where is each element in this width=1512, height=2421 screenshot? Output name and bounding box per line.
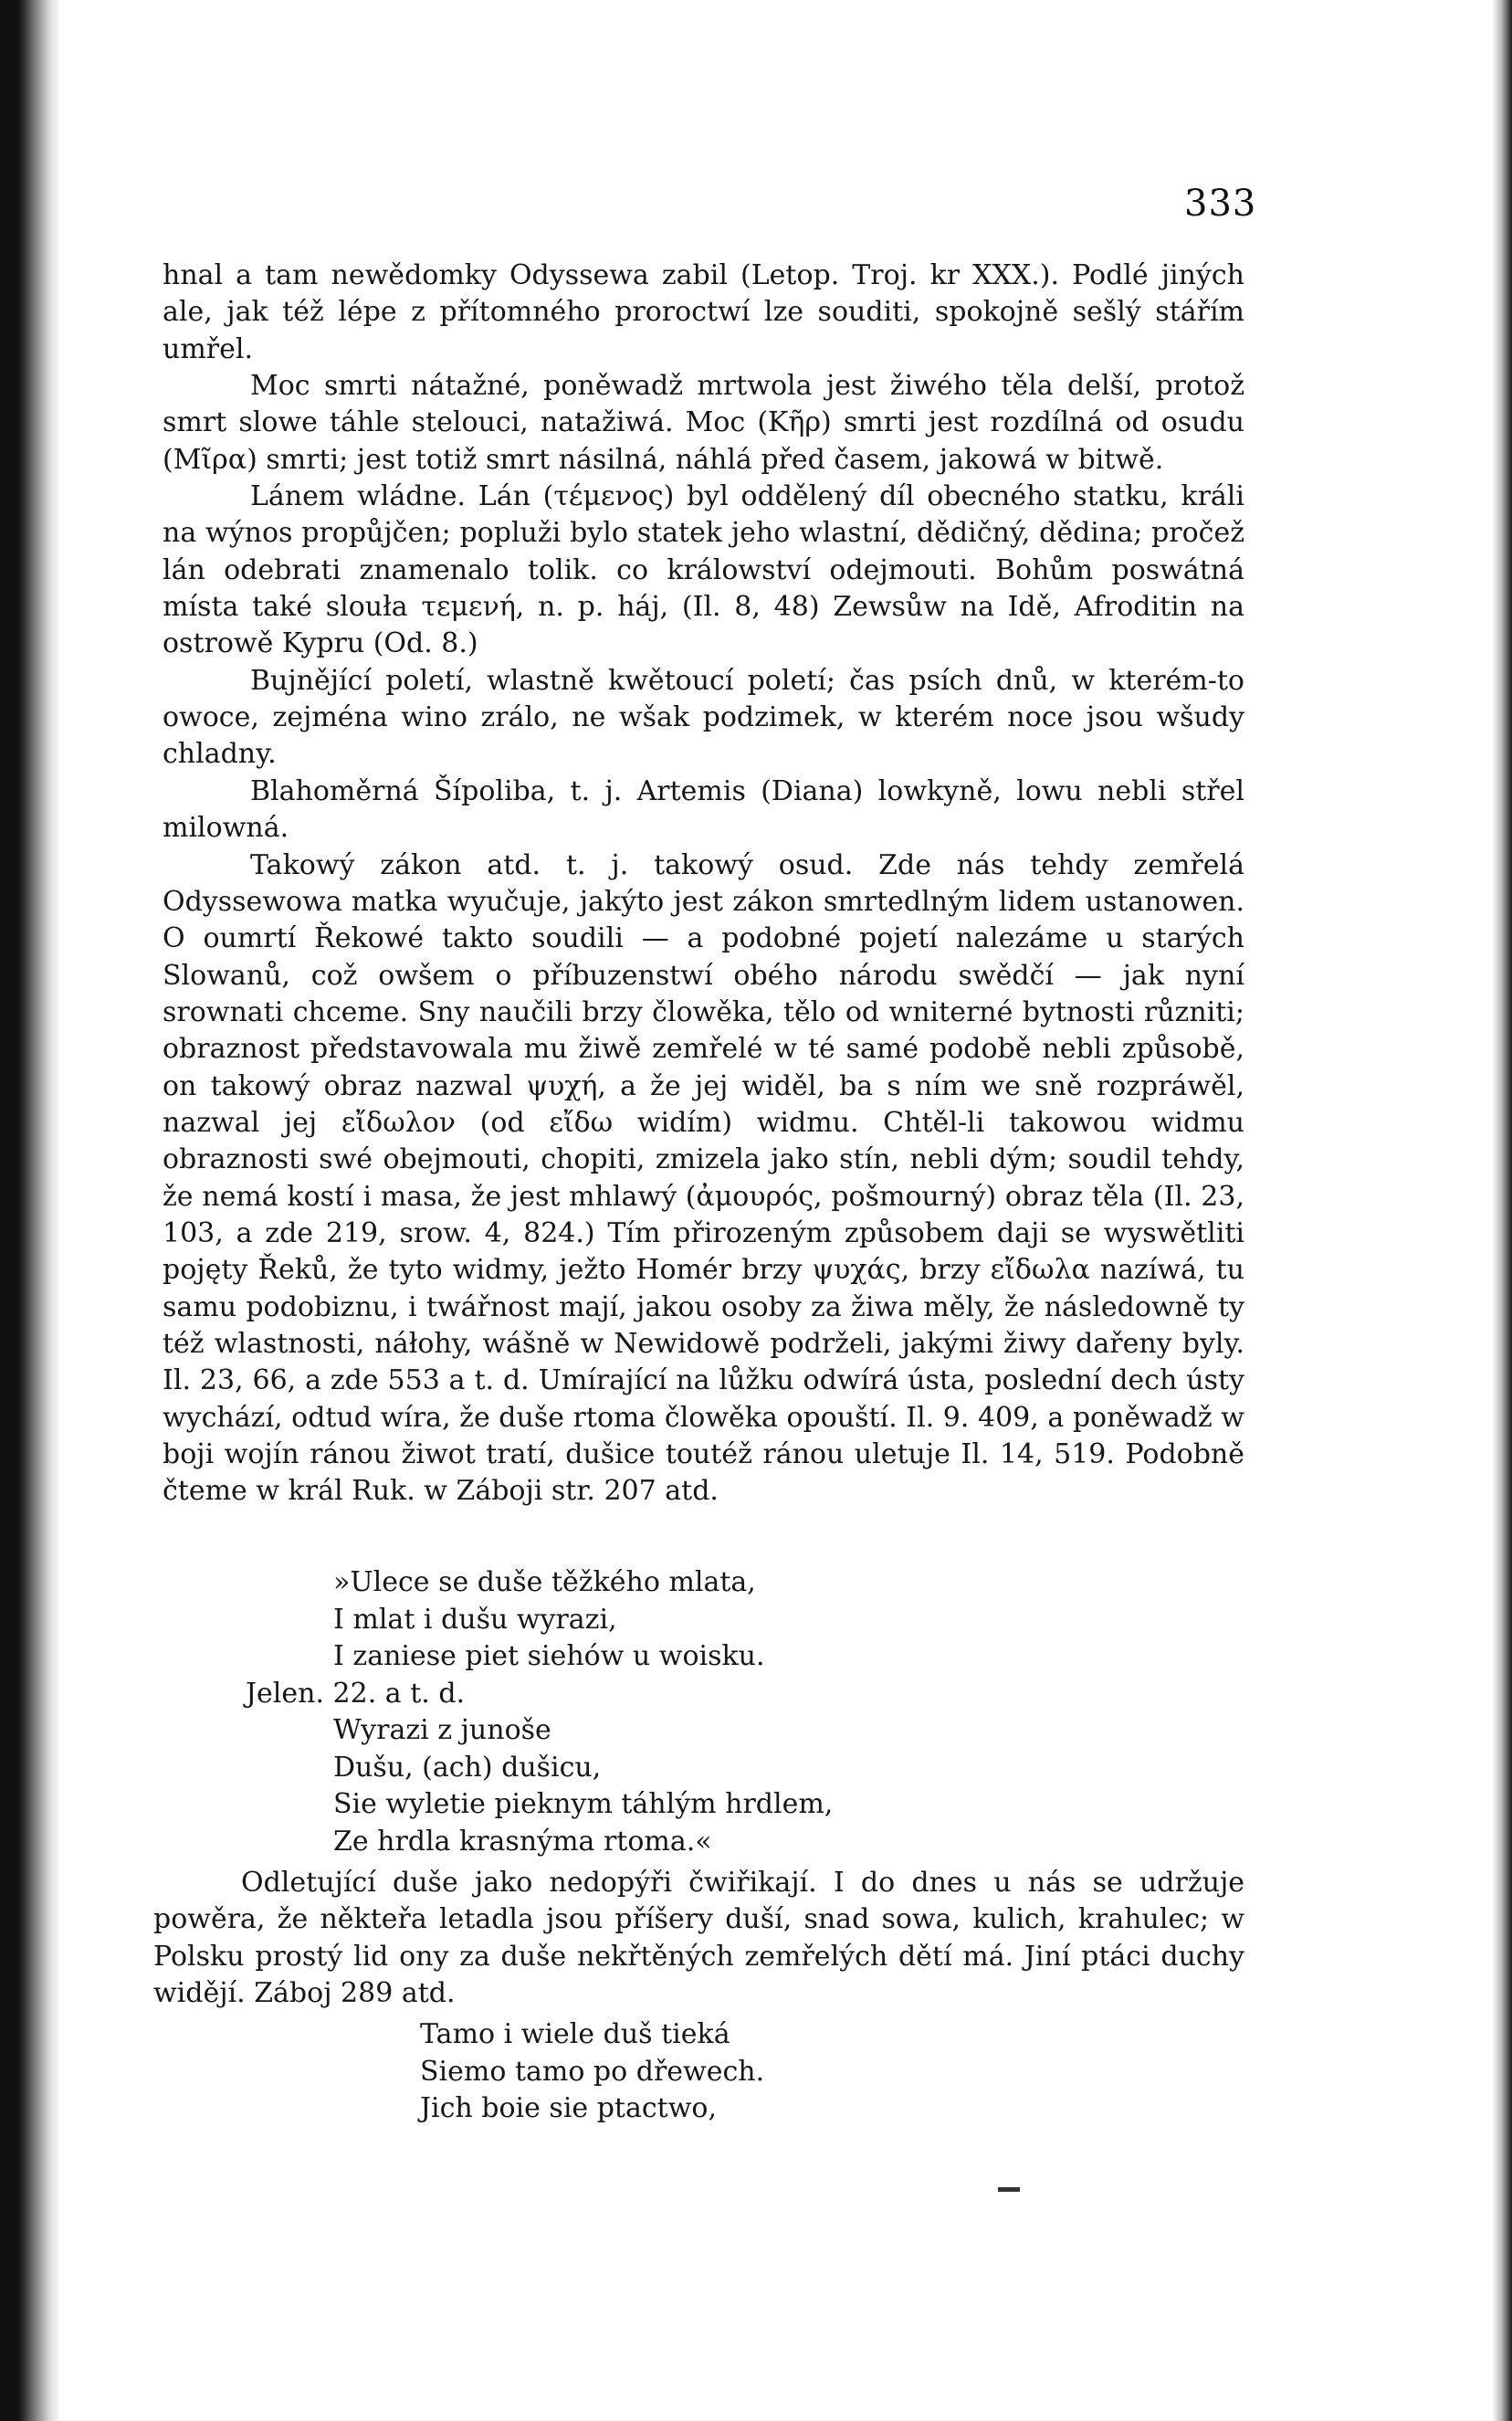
commentary-text-continued [153,1865,1244,2012]
paragraph: hnal a tam newědomky Odyssewa zabil (Letop. Troj. kr XXX.). Podlé jiných ale, jak též lépe z přítomného proroctwí lze souditi, spokojně sešlý stářím umřel. [163,259,1244,365]
verse-line: Sie wyletie pieknym táhlým hrdlem, [333,1788,834,1820]
verse-line: Ze hrdla krasnýma rtoma.« [333,1825,712,1858]
paragraph: Bujnějící poletí, wlastně kwětoucí poletí; čas psích dnů, w kterém-to owoce, zejména wino zrálo, ne wšak podzimek, w kterém noce jsou wšudy chladny. [163,664,1244,771]
paragraph: Takowý zákon atd. t. j. takowý osud. Zde nás tehdy zemřelá Odyssewowa matka wyučuje, jakýto jest zákon smrtedlným lidem ustanowen. O oumrtí Řekowé takto soudili — a podobné pojetí nalezáme u starých Slowanů, což owšem o příbuzenstwí obého národu swědčí — jak nyní srownati chceme. Sny naučili brzy člowěka, tělo od wniterné bytnosti různiti; obraznost představowala mu žiwě zemřelé w té samé podobě nebli způsobě, on takowý obraz nazwal ψυχή, a že jej widěl, ba s ním we sně rozpráwěl, nazwal jej εἴδωλον (od εἴδω widím) widmu. Chtěl-li takowou widmu obraznosti swé obejmouti, chopiti, zmizela jako stín, nebli dým; soudil tehdy, že nemá kostí i masa, že jest mhlawý (ἀμουρός, pošmourný) obraz těla (Il. 23, 103, a zde 219, srow. 4, 824.) Tím přirozeným způsobem daji se wyswětliti pojęty Řeků, že tyto widmy, ježto Homér brzy ψυχάς, brzy εἴδωλα nazíwá, tu samu podobiznu, i twářnost mají, jakou osoby za žiwa měly, že následowně ty též wlastnosti, náłohy, wášně w Newidowě podrželi, jakými žiwy dařeny byly. Il. 23, 66, a zde 553 a t. d. Umírající na lůžku odwírá ústa, poslední dech ústy wychází, odtud wíra, že duše rtoma člowěka opouští. Il. 9. 409, a poněwadž w boji wojín ránou žiwot tratí, dušice toutéž ránou uletuje Il. 14, 519. Podobně čteme w král Ruk. w Záboji str. 207 atd. [163,848,1244,1508]
verse-line: »Ulece se duše těžkého mlata, [333,1566,756,1598]
printer-mark [998,2187,1020,2192]
paragraph: Blahoměrná Šípoliba, t. j. Artemis (Diana) lowkyně, lowu nebli střel milowná. [163,774,1244,845]
paragraph: Odletující duše jako nedopýři čwiřikají. I do dnes u nás se udržuje powěra, že někteřa letadla jsou příšery duší, snad sowa, kulich, krahulec; w Polsku prostý lid ony za duše nekřtěných zemřelých dětí má. Jiní ptáci duchy widějí. Záboj 289 atd. [153,1867,1244,2010]
verse-line: I mlat i dušu wyrazi, [333,1603,617,1636]
verse-line: Tamo i wiele duš tieká [420,2018,730,2050]
verse-line: Jich boie sie ptactwo, [420,2092,717,2124]
commentary-text [163,258,1244,1510]
scan-shadow-right [1492,0,1512,2421]
verse-line: I zaniese piet siehów u woisku. [333,1640,765,1672]
verse-line: Wyrazi z junoše [333,1714,551,1746]
verse-line: Siemo tamo po dřewech. [420,2055,765,2088]
verse-quote-2 [420,2016,764,2128]
scan-shadow-left [0,0,60,2421]
verse-citation: Jelen. 22. a t. d. [246,1677,466,1710]
verse-quote [246,1564,834,1860]
paragraph: Moc smrti nátažné, poněwadž mrtwola jest žiwého těla delší, protož smrt slowe táhle stelouci, natažiwá. Moc (Κῆρ) smrti jest rozdílná od osudu (Μῖρα) smrti; jest totiž smrt násilná, náhlá před časem, jakowá w bitwě. [163,370,1244,476]
paragraph: Lánem wládne. Lán (τέμενος) byl oddělený díl obecného statku, králi na wýnos propůjčen; popluži bylo statek jeho wlastní, dědičný, dědina; pročež lán odebrati znamenalo tolik. co králowství odejmouti. Bohům poswátná místa také slouła τεμενή, n. p. háj, (Il. 8, 48) Zewsůw na Idě, Afroditin na ostrowě Kypru (Od. 8.) [163,480,1244,660]
page-number: 333 [1184,183,1257,225]
verse-line: Dušu, (ach) dušicu, [333,1751,602,1784]
